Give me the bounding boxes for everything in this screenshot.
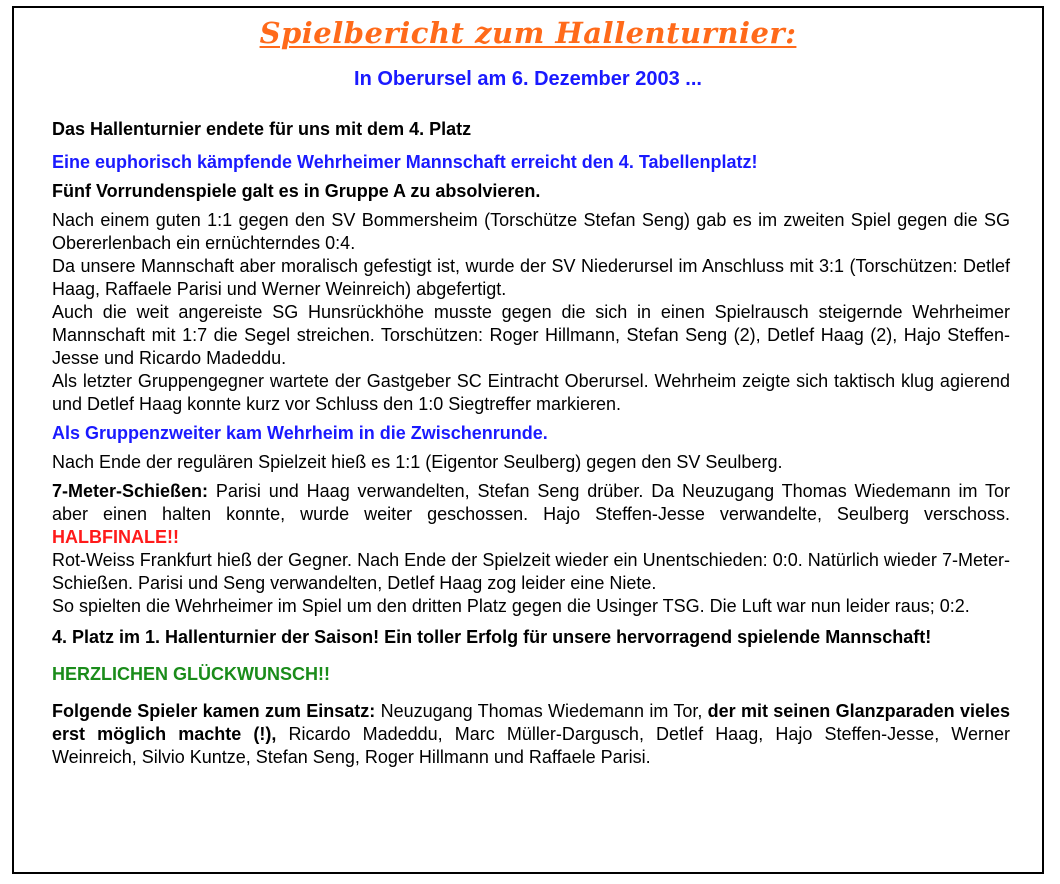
intro-line: Das Hallenturnier endete für uns mit dem 4. Platz	[52, 119, 472, 139]
group-paragraph: Nach einem guten 1:1 gegen den SV Bommersheim (Torschütze Stefan Seng) gab es im zweiten Spiel gegen die SG Obererlenbach ein ernüchterndes 0:4.	[52, 210, 1010, 253]
report-title: Spielbericht zum Hallenturnier:	[259, 16, 797, 50]
players-text-1: Neuzugang Thomas Wiedemann im Tor,	[375, 701, 708, 721]
players-bold: der mit seinen Glanzparaden vieles erst möglich machte (!),	[52, 701, 1010, 744]
report-body	[52, 118, 1010, 769]
congrats-text: HERZLICHEN GLÜCKWUNSCH!!	[52, 664, 330, 684]
headline-blue: Eine euphorisch kämpfende Wehrheimer Mannschaft erreicht den 4. Tabellenplatz!	[52, 152, 758, 172]
report-subtitle: In Oberursel am 6. Dezember 2003 ...	[354, 68, 702, 90]
report-frame	[12, 6, 1044, 874]
players-text-2: Ricardo Madeddu, Marc Müller-Dargusch, Detlef Haag, Hajo Steffen-Jesse, Werner Weinreich, Silvio Kuntze, Stefan Seng, Roger Hillmann und Raffaele Parisi.	[52, 724, 1010, 767]
players-label: Folgende Spieler kamen zum Einsatz:	[52, 701, 376, 721]
semifinal-paragraph: Rot-Weiss Frankfurt hieß der Gegner. Nach Ende der Spielzeit wieder ein Unentschieden: 0:0. Natürlich wieder 7-Meter-Schießen. Parisi und Seng verwandelten, Detlef Haag zog leider eine Niete.	[52, 550, 1010, 593]
penalty-label: 7-Meter-Schießen:	[52, 481, 209, 501]
group-paragraph: Als letzter Gruppengegner wartete der Gastgeber SC Eintracht Oberursel. Wehrheim zeigte sich taktisch klug agierend und Detlef Haag konnte kurz vor Schluss den 1:0 Siegtreffer markieren.	[52, 371, 1010, 414]
penalty-paragraph	[52, 480, 1010, 549]
result-text: 4. Platz im 1. Hallenturnier der Saison! Ein toller Erfolg für unsere hervorragend spielende Mannschaft!	[52, 627, 932, 647]
semifinal-paragraph: So spielten die Wehrheimer im Spiel um den dritten Platz gegen die Usinger TSG. Die Luft war nun leider raus; 0:2.	[52, 596, 970, 616]
group-paragraph: Auch die weit angereiste SG Hunsrückhöhe musste gegen die sich in einen Spielrausch steigernde Wehrheimer Mannschaft mit 1:7 die Segel streichen. Torschützen: Roger Hillmann, Stefan Seng (2), Detlef Haag (2), Hajo Steffen-Jesse und Ricardo Madeddu.	[52, 302, 1010, 368]
semifinal-label: HALBFINALE!!	[52, 527, 179, 547]
group-paragraph: Da unsere Mannschaft aber moralisch gefestigt ist, wurde der SV Niederursel im Anschluss mit 3:1 (Torschützen: Detlef Haag, Raffaele Parisi und Werner Weinreich) abgefertigt.	[52, 256, 1010, 299]
players-paragraph	[52, 700, 1010, 769]
group-heading: Fünf Vorrundenspiele galt es in Gruppe A zu absolvieren.	[52, 181, 541, 201]
second-round-text: Nach Ende der regulären Spielzeit hieß es 1:1 (Eigentor Seulberg) gegen den SV Seulberg.	[52, 452, 783, 472]
penalty-text: Parisi und Haag verwandelten, Stefan Seng drüber. Da Neuzugang Thomas Wiedemann im Tor aber einen halten konnte, wurde weiter geschossen. Hajo Steffen-Jesse verwandelte, Seulberg verschoss.	[52, 481, 1010, 524]
second-round-heading: Als Gruppenzweiter kam Wehrheim in die Zwischenrunde.	[52, 423, 548, 443]
